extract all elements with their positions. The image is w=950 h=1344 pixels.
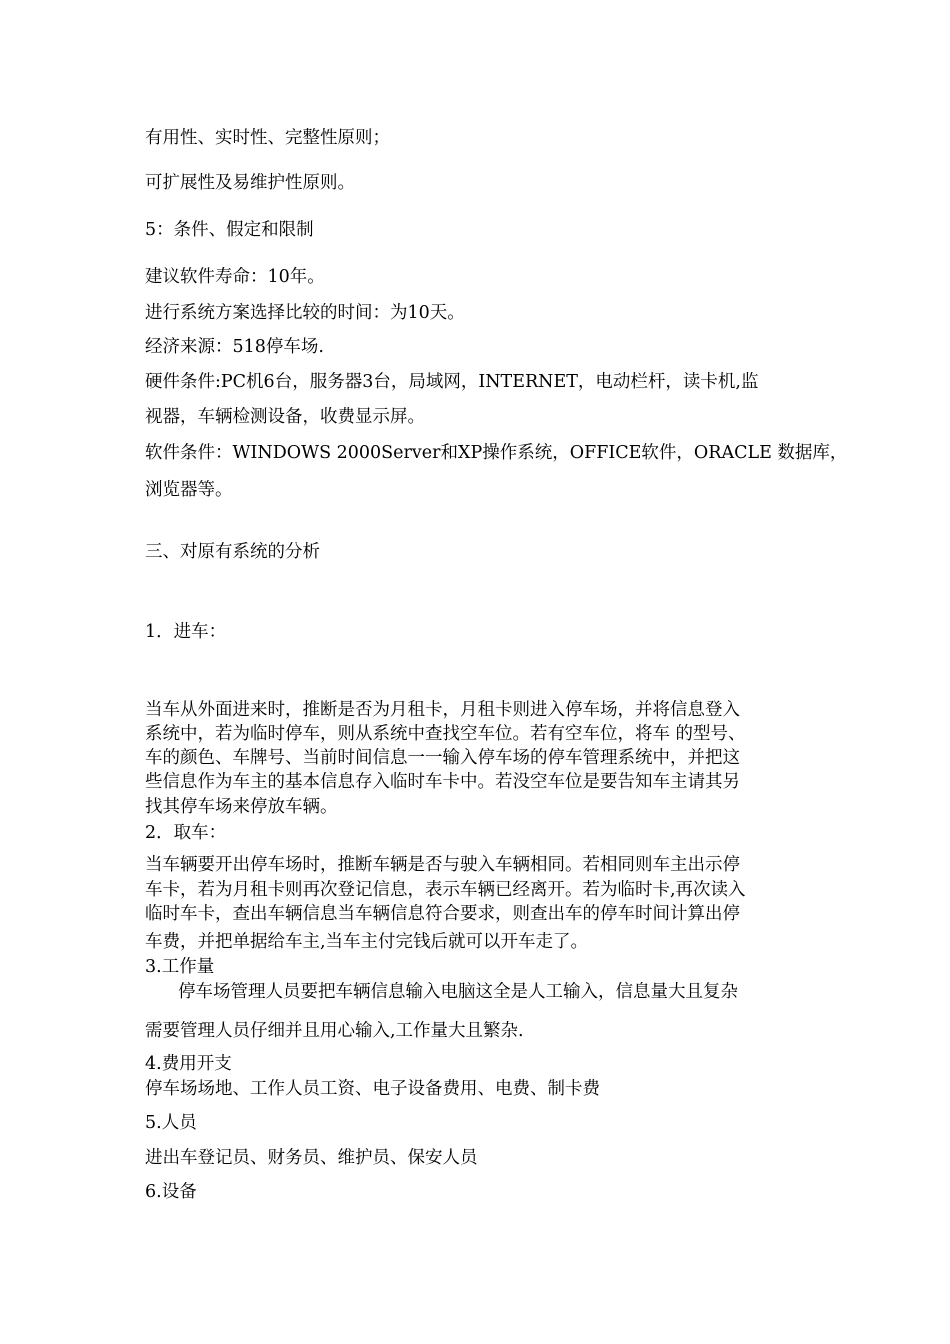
text-line: 车卡，若为月租卡则再次登记信息，表示车辆已经离开。若为临时卡,再次读入 bbox=[145, 880, 746, 900]
text-line: 当车从外面进来时，推断是否为月租卡，月租卡则进入停车场，并将信息登入 bbox=[145, 700, 740, 720]
text-line: 软件条件：WINDOWS 2000Server和XP操作系统，OFFICE软件，ORACLE 数据库， bbox=[145, 443, 848, 463]
section-heading: 5：条件、假定和限制 bbox=[145, 220, 314, 240]
text-line: 建议软件寿命：10年。 bbox=[145, 267, 325, 287]
text-line: 经济来源：518停车场. bbox=[145, 337, 324, 357]
text-line: 有用性、实时性、完整性原则； bbox=[145, 128, 390, 148]
text-line: 车费，并把单据给车主,当车主付完钱后就可以开车走了。 bbox=[145, 932, 589, 952]
text-line: 可扩展性及易维护性原则。 bbox=[145, 173, 355, 193]
text-line: 进行系统方案选择比较的时间：为10天。 bbox=[145, 303, 465, 323]
text-line: 些信息作为车主的基本信息存入临时车卡中。若没空车位是要告知车主请其另 bbox=[145, 772, 740, 792]
section-heading: 三、对原有系统的分析 bbox=[145, 542, 320, 562]
text-line: 当车辆要开出停车场时，推断车辆是否与驶入车辆相同。若相同则车主出示停 bbox=[145, 855, 740, 875]
subsection-heading: 5.人员 bbox=[145, 1113, 197, 1133]
subsection-heading: 6.设备 bbox=[145, 1182, 197, 1202]
text-line: 临时车卡，查出车辆信息当车辆信息符合要求，则查出车的停车时间计算出停 bbox=[145, 904, 740, 924]
subsection-heading: 2．取车： bbox=[145, 823, 227, 843]
text-line: 进出车登记员、财务员、维护员、保安人员 bbox=[145, 1148, 478, 1168]
text-line: 停车场场地、工作人员工资、电子设备费用、电费、制卡费 bbox=[145, 1079, 600, 1099]
subsection-heading: 1．进车： bbox=[145, 622, 227, 642]
subsection-heading: 3.工作量 bbox=[145, 957, 215, 977]
subsection-heading: 4.费用开支 bbox=[145, 1054, 232, 1074]
text-line: 浏览器等。 bbox=[145, 480, 233, 500]
text-line: 找其停车场来停放车辆。 bbox=[145, 797, 338, 817]
text-line: 硬件条件:PC机6台，服务器3台，局域网，INTERNET，电动栏杆，读卡机,监 bbox=[145, 372, 759, 392]
text-line: 车的颜色、车牌号、当前时间信息一一输入停车场的停车管理系统中，并把这 bbox=[145, 748, 740, 768]
text-line: 停车场管理人员要把车辆信息输入电脑这全是人工输入，信息量大且复杂 bbox=[178, 982, 738, 1002]
text-line: 需要管理人员仔细并且用心输入,工作量大且繁杂. bbox=[145, 1021, 524, 1041]
text-line: 视器，车辆检测设备，收费显示屏。 bbox=[145, 407, 425, 427]
text-line: 系统中，若为临时停车，则从系统中查找空车位。若有空车位，将车 的型号、 bbox=[145, 724, 746, 744]
